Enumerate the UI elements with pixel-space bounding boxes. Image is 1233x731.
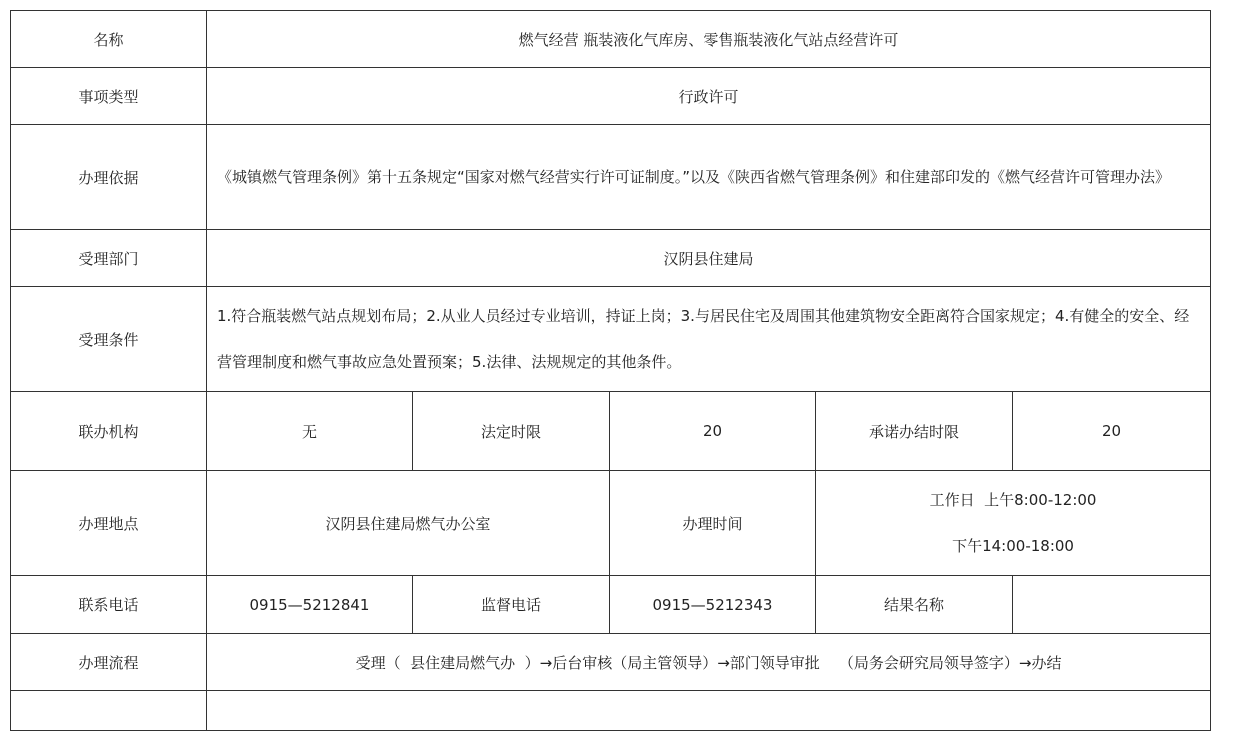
process-value: 受理（ 县住建局燃气办 ）→后台审核（局主管领导）→部门领导审批 （局务会研究局领导签字）→办结	[207, 634, 1211, 691]
row-name	[11, 11, 1211, 68]
dept-label: 受理部门	[11, 230, 207, 287]
dept-value: 汉阴县住建局	[207, 230, 1211, 287]
row-phone	[11, 576, 1211, 634]
basis-value: 《城镇燃气管理条例》第十五条规定“国家对燃气经营实行许可证制度。”以及《陕西省燃气管理条例》和住建部印发的《燃气经营许可管理办法》	[207, 125, 1211, 230]
office-hours-line2: 下午14:00-18:00	[952, 537, 1074, 555]
office-hours-label: 办理时间	[610, 471, 816, 576]
name-label: 名称	[11, 11, 207, 68]
row-conditions	[11, 287, 1211, 392]
joint-value: 无	[207, 392, 413, 471]
result-name-label: 结果名称	[816, 576, 1013, 634]
service-info-table	[10, 10, 1211, 731]
supervise-phone-label: 监督电话	[413, 576, 610, 634]
row-process	[11, 634, 1211, 691]
row-next-partial	[11, 691, 1211, 731]
supervise-phone-value: 0915—5212343	[610, 576, 816, 634]
type-value: 行政许可	[207, 68, 1211, 125]
conditions-value: 1.符合瓶装燃气站点规划布局；2.从业人员经过专业培训，持证上岗；3.与居民住宅及周围其他建筑物安全距离符合国家规定；4.有健全的安全、经营管理制度和燃气事故应急处置预案；5.法律、法规规定的其他条件。	[207, 287, 1211, 392]
joint-label: 联办机构	[11, 392, 207, 471]
next-row-value-cell	[207, 691, 1211, 731]
name-value: 燃气经营 瓶装液化气库房、零售瓶装液化气站点经营许可	[207, 11, 1211, 68]
result-name-value	[1013, 576, 1211, 634]
office-hours-value	[816, 471, 1211, 576]
promise-limit-value: 20	[1013, 392, 1211, 471]
location-value: 汉阴县住建局燃气办公室	[207, 471, 610, 576]
row-location	[11, 471, 1211, 576]
office-hours-line1: 工作日 上午8:00-12:00	[929, 491, 1097, 509]
phone-value: 0915—5212841	[207, 576, 413, 634]
legal-limit-value: 20	[610, 392, 816, 471]
process-label: 办理流程	[11, 634, 207, 691]
row-type	[11, 68, 1211, 125]
next-row-cell	[11, 691, 207, 731]
type-label: 事项类型	[11, 68, 207, 125]
location-label: 办理地点	[11, 471, 207, 576]
conditions-label: 受理条件	[11, 287, 207, 392]
basis-label: 办理依据	[11, 125, 207, 230]
promise-limit-label: 承诺办结时限	[816, 392, 1013, 471]
phone-label: 联系电话	[11, 576, 207, 634]
row-basis	[11, 125, 1211, 230]
legal-limit-label: 法定时限	[413, 392, 610, 471]
row-joint	[11, 392, 1211, 471]
row-dept	[11, 230, 1211, 287]
